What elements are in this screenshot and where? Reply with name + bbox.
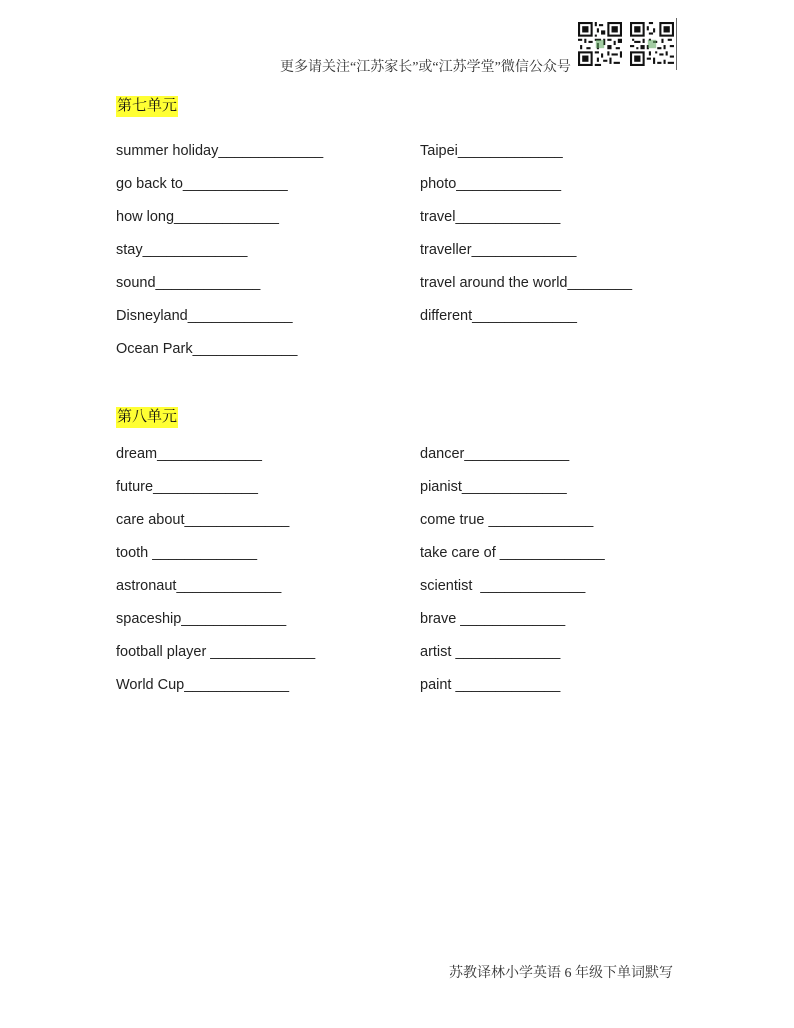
vocab-item: pianist_____________ xyxy=(420,479,567,495)
vocab-item: travel_____________ xyxy=(420,209,561,225)
vocab-item: Disneyland_____________ xyxy=(116,308,293,324)
qr-code-icon xyxy=(578,22,622,66)
vocab-item: travel around the world________ xyxy=(420,275,633,291)
vocab-item: brave _____________ xyxy=(420,611,566,627)
vocab-item: sound_____________ xyxy=(116,275,261,291)
qr-code-icon xyxy=(630,22,674,66)
vocab-item: take care of _____________ xyxy=(420,545,605,561)
vocab-item: spaceship_____________ xyxy=(116,611,287,627)
vocab-item: artist _____________ xyxy=(420,644,561,660)
vocab-item: future_____________ xyxy=(116,479,258,495)
vocab-item: scientist _____________ xyxy=(420,578,586,594)
vocab-item: Taipei_____________ xyxy=(420,143,563,159)
vocab-item: World Cup_____________ xyxy=(116,677,290,693)
vocab-item: Ocean Park_____________ xyxy=(116,341,298,357)
vocab-item: traveller_____________ xyxy=(420,242,577,258)
vocab-item: dancer_____________ xyxy=(420,446,570,462)
vocab-item: football player _____________ xyxy=(116,644,316,660)
vocab-item: summer holiday_____________ xyxy=(116,143,324,159)
vocab-item: come true _____________ xyxy=(420,512,594,528)
vocab-item: different_____________ xyxy=(420,308,577,324)
vocab-item: paint _____________ xyxy=(420,677,561,693)
unit8-title: 第八单元 xyxy=(116,407,178,428)
unit7-title: 第七单元 xyxy=(116,96,178,117)
header-follow-text: 更多请关注“江苏家长”或“江苏学堂”微信公众号 xyxy=(280,60,571,75)
vocab-item: stay_____________ xyxy=(116,242,248,258)
header-divider xyxy=(676,18,677,70)
vocab-item: dream_____________ xyxy=(116,446,262,462)
vocab-item: go back to_____________ xyxy=(116,176,288,192)
vocab-item: care about_____________ xyxy=(116,512,290,528)
vocab-item: tooth _____________ xyxy=(116,545,258,561)
vocab-item: astronaut_____________ xyxy=(116,578,282,594)
footer-text: 苏教译林小学英语 6 年级下单词默写 xyxy=(449,966,673,981)
vocab-item: how long_____________ xyxy=(116,209,279,225)
vocab-item: photo_____________ xyxy=(420,176,562,192)
